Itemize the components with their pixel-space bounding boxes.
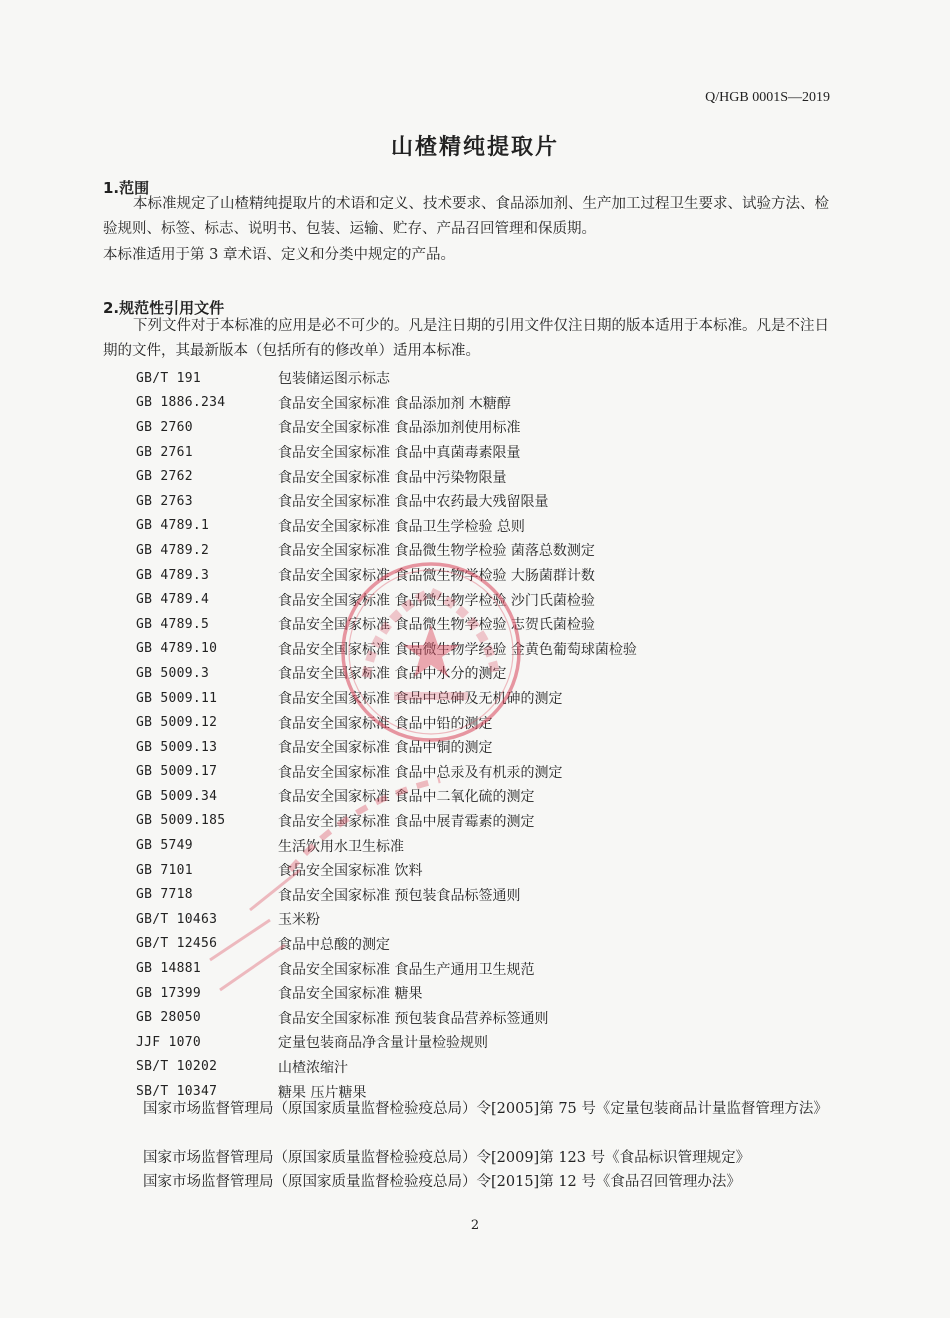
reference-title: 食品安全国家标准 糖果 [278, 986, 423, 1003]
reference-row [136, 440, 637, 465]
reference-row [136, 735, 637, 760]
reference-code: GB 4789.10 [136, 641, 218, 657]
reference-title: 食品安全国家标准 预包装食品标签通则 [278, 887, 521, 904]
reference-title: 食品中总酸的测定 [278, 936, 390, 953]
section-2-intro-text: 下列文件对于本标准的应用是必不可少的。凡是注日期的引用文件仅注日期的版本适用于本标准。凡是不注日期的文件，其最新版本（包括所有的修改单）适用本标准。 [103, 318, 829, 359]
reference-row [136, 587, 637, 612]
regulation-3-text: 国家市场监督管理局（原国家质量监督检验疫总局）令[2015]第 12 号《食品召回管理办法》 [143, 1174, 741, 1190]
reference-row [136, 858, 637, 883]
reference-row [136, 686, 637, 711]
reference-code: GB/T 10463 [136, 911, 218, 927]
reference-code: SB/T 10202 [136, 1059, 218, 1075]
reference-row [136, 1055, 637, 1080]
reference-title: 食品安全国家标准 食品中农药最大残留限量 [278, 494, 549, 511]
reference-title: 食品安全国家标准 食品中铅的测定 [278, 715, 493, 732]
reference-title: 食品安全国家标准 食品添加剂 木糖醇 [278, 395, 511, 412]
reference-title: 糖果 压片糖果 [278, 1084, 367, 1101]
reference-title: 食品安全国家标准 食品中展青霉素的测定 [278, 813, 535, 830]
reference-title: 食品安全国家标准 食品中水分的测定 [278, 666, 507, 683]
reference-title: 生活饮用水卫生标准 [278, 838, 404, 855]
reference-title: 食品安全国家标准 食品中污染物限量 [278, 469, 507, 486]
reference-title: 食品安全国家标准 食品中真菌毒素限量 [278, 445, 521, 462]
reference-code: GB 5009.17 [136, 764, 218, 780]
reference-title: 食品安全国家标准 食品微生物学检验 沙门氏菌检验 [278, 592, 595, 609]
section-1-heading: 1.范围 [103, 179, 150, 197]
reference-code: GB 5009.185 [136, 813, 226, 829]
reference-row [136, 415, 637, 440]
reference-title: 食品安全国家标准 食品中总汞及有机汞的测定 [278, 764, 563, 781]
reference-row [136, 1005, 637, 1030]
reference-row [136, 907, 637, 932]
reference-row [136, 981, 637, 1006]
reference-row [136, 809, 637, 834]
reference-row [136, 489, 637, 514]
reference-row [136, 563, 637, 588]
reference-code: GB 17399 [136, 985, 202, 1001]
reference-row [136, 956, 637, 981]
reference-code: GB 2763 [136, 493, 193, 509]
reference-row [136, 464, 637, 489]
reference-row [136, 760, 637, 785]
reference-title: 食品安全国家标准 食品微生物学经验 金黄色葡萄球菌检验 [278, 641, 637, 658]
section-1-paragraph-2: 本标准适用于第 3 章术语、定义和分类中规定的产品。 [103, 247, 455, 263]
document-code: Q/HGB 0001S—2019 [705, 90, 830, 105]
reference-title: 定量包装商品净含量计量检验规则 [278, 1035, 488, 1052]
reference-title: 食品安全国家标准 食品微生物学检验 志贺氏菌检验 [278, 617, 595, 634]
reference-title: 食品安全国家标准 食品中铜的测定 [278, 740, 493, 757]
reference-code: JJF 1070 [136, 1034, 202, 1050]
regulation-2 [111, 1146, 846, 1171]
reference-code: GB 5749 [136, 838, 193, 854]
reference-code: GB 4789.3 [136, 567, 210, 583]
reference-code: GB 5009.13 [136, 739, 218, 755]
regulation-1-text: 国家市场监督管理局（原国家质量监督检验疫总局）令[2005]第 75 号《定量包装商品计量监督管理方法》 [143, 1101, 828, 1117]
reference-title: 食品安全国家标准 食品生产通用卫生规范 [278, 961, 535, 978]
reference-row [136, 784, 637, 809]
reference-title: 食品安全国家标准 预包装食品营养标签通则 [278, 1010, 549, 1027]
reference-code: GB 4789.2 [136, 542, 210, 558]
reference-row [136, 391, 637, 416]
reference-row [136, 1030, 637, 1055]
reference-row [136, 637, 637, 662]
reference-title: 食品安全国家标准 食品中总砷及无机砷的测定 [278, 691, 563, 708]
reference-row [136, 710, 637, 735]
reference-title: 食品安全国家标准 食品微生物学检验 大肠菌群计数 [278, 568, 595, 585]
section-1-paragraph-1-text: 本标准规定了山楂精纯提取片的术语和定义、技术要求、食品添加剂、生产加工过程卫生要求、试验方法、检验规则、标签、标志、说明书、包装、运输、贮存、产品召回管理和保质期。 [103, 196, 829, 237]
reference-row [136, 538, 637, 563]
reference-row [136, 932, 637, 957]
reference-code: GB 4789.1 [136, 518, 210, 534]
reference-row [136, 882, 637, 907]
section-2-intro [103, 314, 838, 364]
reference-code: GB 1886.234 [136, 395, 226, 411]
reference-code: GB 5009.11 [136, 690, 218, 706]
reference-code: GB 28050 [136, 1010, 202, 1026]
reference-code: GB 2761 [136, 444, 193, 460]
reference-title: 食品安全国家标准 食品卫生学检验 总则 [278, 518, 525, 535]
reference-code: GB 7101 [136, 862, 193, 878]
reference-code: GB 5009.3 [136, 665, 210, 681]
reference-row [136, 833, 637, 858]
page-title: 山楂精纯提取片 [390, 135, 559, 160]
reference-code: GB 4789.4 [136, 592, 210, 608]
regulation-3 [111, 1170, 846, 1195]
reference-code: GB/T 12456 [136, 936, 218, 952]
reference-title: 包装储运图示标志 [278, 371, 390, 388]
reference-row [136, 612, 637, 637]
reference-code: GB 7718 [136, 887, 193, 903]
reference-list [136, 366, 637, 1104]
reference-code: GB/T 191 [136, 370, 202, 386]
regulation-1 [111, 1097, 846, 1122]
reference-code: GB 4789.5 [136, 616, 210, 632]
reference-title: 食品安全国家标准 饮料 [278, 863, 423, 880]
reference-code: GB 5009.34 [136, 788, 218, 804]
section-2-heading: 2.规范性引用文件 [103, 299, 225, 317]
reference-code: GB 14881 [136, 961, 202, 977]
reference-title: 食品安全国家标准 食品添加剂使用标准 [278, 420, 521, 437]
reference-title: 食品安全国家标准 食品中二氧化硫的测定 [278, 789, 535, 806]
reference-code: SB/T 10347 [136, 1084, 218, 1100]
reference-row [136, 661, 637, 686]
reference-code: GB 2762 [136, 469, 193, 485]
reference-title: 玉米粉 [278, 912, 320, 929]
regulation-2-text: 国家市场监督管理局（原国家质量监督检验疫总局）令[2009]第 123 号《食品标识管理规定》 [143, 1150, 751, 1166]
reference-title: 食品安全国家标准 食品微生物学检验 菌落总数测定 [278, 543, 595, 560]
reference-code: GB 2760 [136, 419, 193, 435]
reference-row [136, 514, 637, 539]
page-number: 2 [470, 1218, 480, 1233]
reference-row [136, 366, 637, 391]
reference-title: 山楂浓缩汁 [278, 1059, 348, 1076]
reference-code: GB 5009.12 [136, 715, 218, 731]
section-1-paragraph-1 [103, 192, 838, 242]
